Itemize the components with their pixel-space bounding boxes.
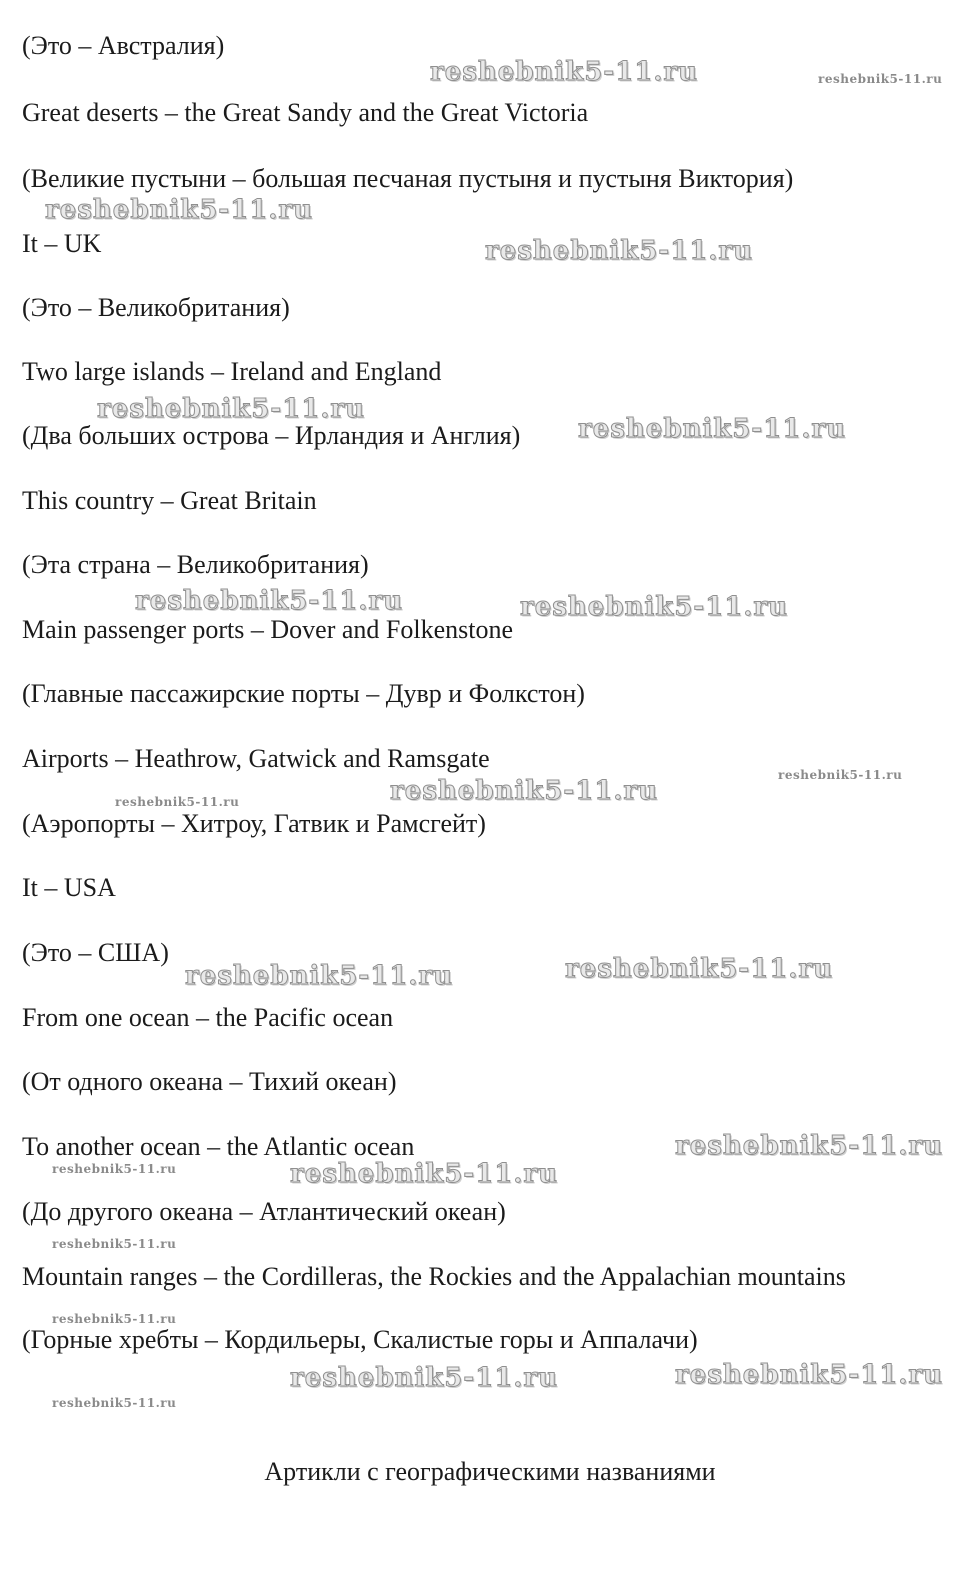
watermark: reshebnik5-11.ru [390, 776, 659, 806]
document-line: Main passenger ports – Dover and Folkenstone [22, 615, 514, 644]
watermark: reshebnik5-11.ru [818, 72, 943, 86]
watermark: reshebnik5-11.ru [485, 236, 754, 266]
document-line: This country – Great Britain [22, 486, 317, 515]
watermark: reshebnik5-11.ru [185, 961, 454, 991]
watermark: reshebnik5-11.ru [290, 1159, 559, 1189]
document-line: To another ocean – the Atlantic ocean [22, 1132, 415, 1161]
document-line: Great deserts – the Great Sandy and the Great Victoria [22, 98, 589, 127]
document-line: (Эта страна – Великобритания) [22, 550, 369, 579]
document-line: It – UK [22, 229, 102, 258]
watermark: reshebnik5-11.ru [135, 586, 404, 616]
watermark: reshebnik5-11.ru [52, 1162, 177, 1176]
watermark: reshebnik5-11.ru [430, 57, 699, 87]
document-line: Airports – Heathrow, Gatwick and Ramsgate [22, 744, 490, 773]
document-line: (Это – США) [22, 938, 169, 967]
watermark: reshebnik5-11.ru [675, 1360, 944, 1390]
document-line: (От одного океана – Тихий океан) [22, 1067, 397, 1096]
document-line: (Главные пассажирские порты – Дувр и Фолкстон) [22, 679, 585, 708]
watermark: reshebnik5-11.ru [45, 195, 314, 225]
document-line: (Горные хребты – Кордильеры, Скалистые горы и Аппалачи) [22, 1325, 698, 1354]
watermark: reshebnik5-11.ru [520, 592, 789, 622]
watermark: reshebnik5-11.ru [115, 795, 240, 809]
document-line: (Два больших острова – Ирландия и Англия) [22, 421, 521, 450]
document-line: Two large islands – Ireland and England [22, 357, 442, 386]
watermark: reshebnik5-11.ru [565, 954, 834, 984]
document-line: From one ocean – the Pacific ocean [22, 1003, 394, 1032]
document-line: (Великие пустыни – большая песчаная пустыня и пустыня Виктория) [22, 164, 794, 193]
section-title: Артикли с географическими названиями [264, 1457, 716, 1486]
document-line: (Это – Великобритания) [22, 293, 290, 322]
document-line: (Аэропорты – Хитроу, Гатвик и Рамсгейт) [22, 809, 486, 838]
document-line: (Это – Австралия) [22, 31, 225, 60]
watermark: reshebnik5-11.ru [52, 1396, 177, 1410]
document-line: Mountain ranges – the Cordilleras, the Rockies and the Appalachian mountains [22, 1262, 846, 1291]
watermark: reshebnik5-11.ru [778, 768, 903, 782]
watermark: reshebnik5-11.ru [578, 414, 847, 444]
watermark: reshebnik5-11.ru [290, 1363, 559, 1393]
document-line: It – USA [22, 873, 116, 902]
watermark: reshebnik5-11.ru [97, 394, 366, 424]
document-line: (До другого океана – Атлантический океан) [22, 1197, 506, 1226]
watermark: reshebnik5-11.ru [675, 1131, 944, 1161]
watermark: reshebnik5-11.ru [52, 1312, 177, 1326]
watermark: reshebnik5-11.ru [52, 1237, 177, 1251]
